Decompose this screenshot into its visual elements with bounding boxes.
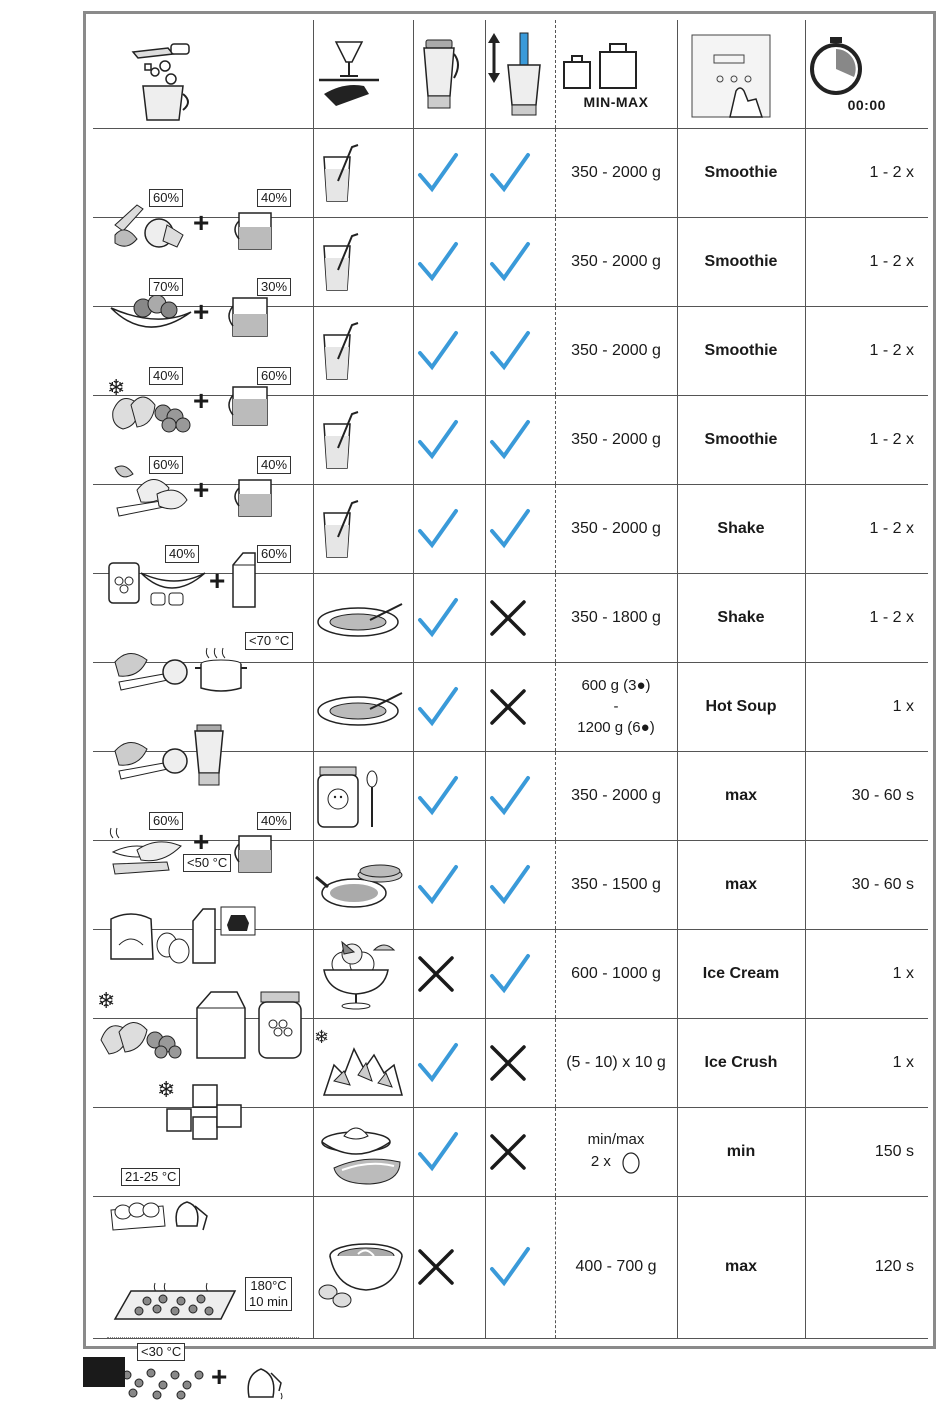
program: Smoothie [677,217,805,306]
time: 1 x [805,929,928,1018]
time: 120 s [805,1196,928,1338]
program: min [677,1107,805,1196]
program: Smoothie [677,128,805,217]
tamper-status [485,217,555,306]
temperature-box [245,1277,292,1311]
program: Ice Crush [677,1018,805,1107]
time: 1 - 2 x [805,306,928,395]
quantity [555,1107,677,1196]
program: Smoothie [677,395,805,484]
duration-value: 10 min [249,1294,289,1309]
cross-icon [414,1245,458,1289]
tamper-status [485,395,555,484]
eggs-oil-icon [107,1186,217,1236]
time: 1 - 2 x [805,395,928,484]
quantity-line-2: 2 x [590,1152,611,1170]
jug-status [413,573,485,662]
roasted-nuts-icon [119,1363,209,1403]
percent-a: 40% [149,367,183,385]
jug-status [413,929,485,1018]
soup-plate-icon [314,596,406,640]
cross-icon [486,1130,530,1174]
serving-cell [313,1107,413,1196]
tamper-status [485,662,555,751]
serving-cell [313,573,413,662]
cross-icon [486,596,530,640]
temperature-box: <30 °C [137,1343,185,1361]
serving-cell [313,306,413,395]
temperature-box: <70 °C [245,632,293,650]
quantity-line-1: min/max [587,1131,645,1148]
jug-status [413,395,485,484]
jug-status [413,662,485,751]
jug-status [413,840,485,929]
percent-a: 60% [149,456,183,474]
check-icon [414,327,462,375]
person-icon: ● [640,719,650,736]
pot-icon [193,646,249,694]
plus-icon: + [193,384,210,416]
tamper-status [485,306,555,395]
page-tab-marker [83,1357,125,1387]
plus-icon: + [193,473,210,505]
cross-icon [486,685,530,729]
quantity: 350 - 1500 g [555,840,677,929]
temperature-box: 21-25 °C [121,1168,180,1186]
check-icon [486,861,534,909]
header-program [677,20,805,128]
quantity: 350 - 2000 g [555,128,677,217]
plus-icon: + [211,1361,228,1392]
check-icon [414,772,462,820]
percent-a: 60% [149,189,183,207]
stopwatch-icon [806,35,866,97]
snowflake-icon: ❄ [97,987,116,1013]
serving-cell [313,395,413,484]
timer-label: 00:00 [847,96,886,113]
soup-plate-icon [314,685,406,729]
cross-icon [486,1041,530,1085]
check-icon [414,1039,462,1087]
blender-jug-icon [189,723,229,789]
glass-straw-icon [314,319,364,383]
jug-status [413,484,485,573]
ice-cubes-icon [163,1081,243,1145]
blender-jug-icon [414,34,464,114]
jug-status [413,128,485,217]
quantity: 400 - 700 g [555,1196,677,1338]
table-row [93,395,928,484]
check-icon [414,683,462,731]
milk-carton-icon [229,551,259,609]
header-ingredients [93,20,313,128]
temperature-value: 180°C [250,1278,287,1293]
check-icon [486,772,534,820]
tamper-status [485,840,555,929]
quantity: 600 - 1000 g [555,929,677,1018]
check-icon [486,238,534,286]
quantity: 350 - 1800 g [555,573,677,662]
tamper-status [485,484,555,573]
frozen-fruit-milk-jar-icon [97,988,303,1060]
header-quantity [555,20,677,128]
header-time [805,20,928,128]
nut-butter-bowl-icon [314,1222,410,1312]
crushed-ice-icon [314,1025,406,1101]
header-jug [413,20,485,128]
quantity-line-3: 1200 g (6 [577,719,641,736]
table-row [93,484,928,573]
pancake-pan-icon [314,857,406,913]
temperature-box: <50 °C [183,854,231,872]
time: 30 - 60 s [805,751,928,840]
snowflake-icon: ❄ [157,1076,176,1102]
ice-cream-bowl-icon [314,934,398,1014]
percent-a: 70% [149,278,183,296]
serving-cell [313,128,413,217]
measuring-jug-icon [231,209,281,253]
time: 1 x [805,662,928,751]
tamper-status [485,751,555,840]
measuring-jug-icon [223,294,273,340]
table-row [93,1196,928,1338]
vegetables-icon [109,642,193,694]
check-icon [486,950,534,998]
table-row [93,128,928,217]
tamper-status [485,1018,555,1107]
time: 150 s [805,1107,928,1196]
check-icon [414,149,462,197]
program: max [677,1196,805,1338]
table-row [93,306,928,395]
header-tamper [485,20,555,128]
check-icon [414,861,462,909]
glass-straw-icon [314,408,364,472]
svg-text:❄: ❄ [313,1026,329,1047]
percent-b: 60% [257,367,291,385]
program: Shake [677,573,805,662]
weight-icon [556,38,646,94]
snowflake-icon: ❄ [107,374,126,400]
jug-status [413,306,485,395]
baby-food-jar-icon [314,761,384,831]
jug-status [413,1196,485,1338]
program: Ice Cream [677,929,805,1018]
serving-cell [313,751,413,840]
check-icon [486,1243,534,1291]
time: 1 - 2 x [805,128,928,217]
percent-b: 40% [257,456,291,474]
quantity-line-1: 600 g (3 [581,677,637,694]
program: max [677,751,805,840]
quantity: 600 g (3●) - 1200 g (6●) [555,662,677,751]
time: 1 - 2 x [805,484,928,573]
measuring-jug-icon [223,383,273,429]
plus-icon: + [193,825,210,857]
percent-a: 60% [149,812,183,830]
quantity: 350 - 2000 g [555,395,677,484]
serving-glass-icon [314,34,384,114]
header-serving [313,20,413,128]
percent-a: 40% [165,545,199,563]
person-icon: ● [636,677,646,694]
serving-cell [313,1018,413,1107]
check-icon [414,1128,462,1176]
check-icon [486,149,534,197]
tamper-icon [486,29,552,119]
recipe-table [93,20,928,1392]
divider [107,1337,299,1338]
vegetables-icon [109,731,193,783]
ingredients-cell [93,128,313,238]
program: max [677,840,805,929]
baking-tray-nuts-icon [111,1275,241,1331]
steamed-vegetables-icon [107,822,187,878]
check-icon [414,594,462,642]
percent-b: 30% [257,278,291,296]
control-panel-icon [678,29,778,119]
egg-icon [621,1150,641,1174]
percent-b: 40% [257,189,291,207]
quantity: 350 - 2000 g [555,306,677,395]
time: 1 x [805,1018,928,1107]
measuring-jug-icon [231,476,281,520]
program: Shake [677,484,805,573]
plus-icon: + [209,564,226,596]
time: 1 - 2 x [805,573,928,662]
check-icon [486,327,534,375]
tamper-status [485,128,555,217]
serving-cell [313,484,413,573]
measuring-jug-icon [231,832,281,876]
jug-status [413,217,485,306]
frozen-berries-icon [107,381,193,433]
plus-icon: + [193,295,210,327]
serving-cell [313,1196,413,1338]
check-icon [414,416,462,464]
flour-eggs-milk-icon [107,901,287,965]
tamper-status [485,929,555,1018]
percent-b: 60% [257,545,291,563]
quantity: 350 - 2000 g [555,751,677,840]
quantity: 350 - 2000 g [555,217,677,306]
quantity: 350 - 2000 g [555,484,677,573]
program: Hot Soup [677,662,805,751]
time: 1 - 2 x [805,217,928,306]
mayonnaise-hotdog-icon [314,1116,406,1188]
check-icon [486,505,534,553]
glass-straw-icon [314,230,364,294]
percent-b: 40% [257,812,291,830]
quantity-line-2: - [613,698,619,715]
check-icon [414,238,462,286]
cross-icon [414,952,458,996]
quantity: (5 - 10) x 10 g [555,1018,677,1107]
serving-cell [313,929,413,1018]
program: Smoothie [677,306,805,395]
header-row [93,20,928,128]
oil-jug-icon [241,1357,287,1403]
serving-cell [313,840,413,929]
jug-status [413,1018,485,1107]
tamper-status [485,1196,555,1338]
jug-status [413,751,485,840]
check-icon [414,505,462,553]
glass-straw-icon [314,141,364,205]
jug-status [413,1107,485,1196]
check-icon [486,416,534,464]
plus-icon: + [193,206,210,238]
min-max-label: MIN-MAX [583,93,649,110]
table-row [93,217,928,306]
tamper-status [485,1107,555,1196]
serving-cell [313,217,413,306]
serving-cell [313,662,413,751]
tamper-status [485,573,555,662]
time: 30 - 60 s [805,840,928,929]
glass-straw-icon [314,497,364,561]
knife-chopping-icon [93,24,213,124]
